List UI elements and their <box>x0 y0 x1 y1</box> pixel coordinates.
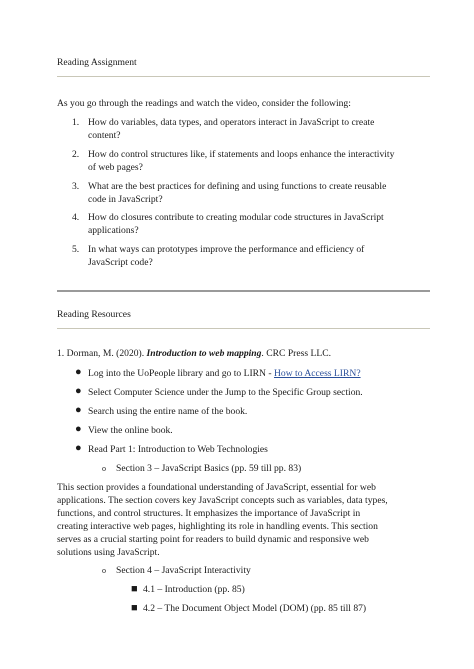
list-item: Search using the entire name of the book. <box>88 406 248 417</box>
reading-resources-heading: Reading Resources <box>57 309 131 320</box>
question-number: 2. <box>72 149 80 160</box>
section-description <box>57 481 437 559</box>
paragraph-line: applications. The section covers key JavaScript concepts such as variables, data types, <box>57 495 388 506</box>
section-divider <box>57 76 430 77</box>
question-line: content? <box>88 130 121 141</box>
paragraph-line: serves as a crucial starting point for readers to build dynamic and responsive web <box>57 534 369 545</box>
bullet-icon: ● <box>75 442 82 454</box>
paragraph-line: creating interactive web pages, highlighting its role in handling events. This section <box>57 521 378 532</box>
section-divider <box>57 328 430 329</box>
question-line: How do closures contribute to creating modular code structures in JavaScript <box>88 212 384 223</box>
question-number: 3. <box>72 181 80 192</box>
list-item: Select Computer Science under the Jump to the Specific Group section. <box>88 387 363 398</box>
square-bullet-icon: ■ <box>131 583 138 595</box>
question-line: applications? <box>88 225 139 236</box>
sub-bullet-icon: o <box>102 464 106 473</box>
bullet-icon: ● <box>75 385 82 397</box>
bullet-icon: ● <box>75 423 82 435</box>
citation-suffix: . CRC Press LLC. <box>261 348 331 359</box>
sub-bullet-icon: o <box>102 566 106 575</box>
sub-item: 4.1 – Introduction (pp. 85) <box>143 584 245 595</box>
question-number: 5. <box>72 244 80 255</box>
question-line: JavaScript code? <box>88 257 153 268</box>
citation-prefix: 1. Dorman, M. (2020). <box>57 348 147 359</box>
list-item: Read Part 1: Introduction to Web Technologies <box>88 444 268 455</box>
paragraph-line: This section provides a foundational understanding of JavaScript, essential for web <box>57 482 376 493</box>
square-bullet-icon: ■ <box>131 602 138 614</box>
book-title: Introduction to web mapping <box>146 348 262 359</box>
sub-item: 4.2 – The Document Object Model (DOM) (pp. 85 till 87) <box>143 603 367 614</box>
section-3-item: Section 3 – JavaScript Basics (pp. 59 till pp. 83) <box>116 463 302 474</box>
book-citation <box>57 347 331 360</box>
list-item-text: Log into the UoPeople library and go to LIRN - <box>88 368 274 379</box>
paragraph-line: functions, and control structures. It emphasizes the importance of JavaScript in <box>57 508 361 519</box>
reading-assignment-heading: Reading Assignment <box>57 57 137 68</box>
list-item <box>88 367 361 380</box>
question-line: In what ways can prototypes improve the performance and efficiency of <box>88 244 365 255</box>
assignment-intro: As you go through the readings and watch the video, consider the following: <box>57 98 351 109</box>
question-line: code in JavaScript? <box>88 194 163 205</box>
question-line: How do control structures like, if statements and loops enhance the interactivity <box>88 149 395 160</box>
question-number: 4. <box>72 212 80 223</box>
question-number: 1. <box>72 117 80 128</box>
question-line: How do variables, data types, and operators interact in JavaScript to create <box>88 117 375 128</box>
paragraph-line: solutions using JavaScript. <box>57 547 160 558</box>
question-line: of web pages? <box>88 162 143 173</box>
lirn-access-link[interactable]: How to Access LIRN? <box>273 368 361 379</box>
section-4-item: Section 4 – JavaScript Interactivity <box>116 565 251 576</box>
section-divider <box>57 290 430 292</box>
bullet-icon: ● <box>75 404 82 416</box>
question-line: What are the best practices for defining and using functions to create reusable <box>88 181 387 192</box>
list-item: View the online book. <box>88 425 173 436</box>
bullet-icon: ● <box>75 366 82 378</box>
